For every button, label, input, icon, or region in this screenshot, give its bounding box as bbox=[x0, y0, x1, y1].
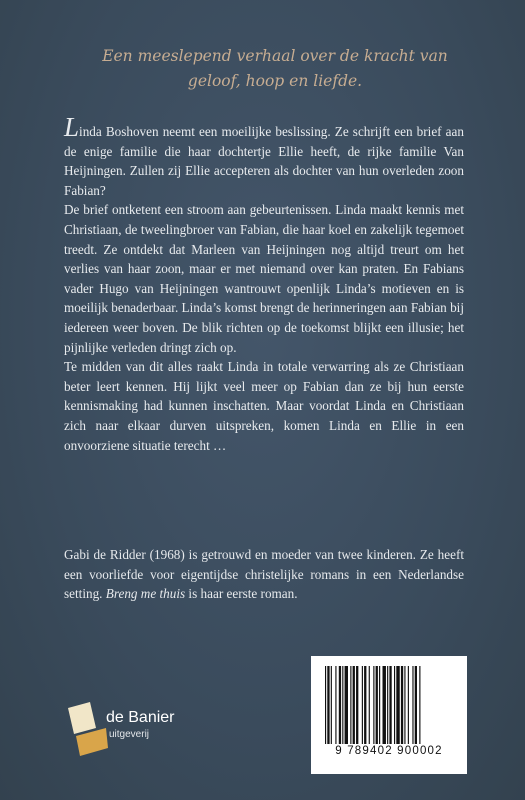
barcode-bar bbox=[353, 666, 355, 744]
barcode-bar bbox=[387, 666, 388, 744]
barcode-bar bbox=[396, 666, 399, 744]
barcode-bar bbox=[419, 666, 420, 744]
tagline-line-2: geloof, hoop en liefde. bbox=[187, 72, 363, 90]
publisher-logo bbox=[66, 700, 196, 760]
barcode-bar bbox=[342, 666, 343, 744]
publisher-logo-icon bbox=[66, 700, 110, 762]
blurb-paragraph-3: Te midden van dit alles raakt Linda in totale verwarring als ze Christiaan beter leert kennen. Hij lijkt veel meer op Fabian dan ze bij hun eerste kennismaking had kunnen inschatten. Maar voordat Linda en Christiaan zich naar elkaar durven uitspreken, komen Linda en Ellie in een onvoorziene situatie terecht … bbox=[64, 359, 464, 453]
blurb-paragraph-1 bbox=[64, 112, 464, 200]
barcode-bar bbox=[415, 666, 417, 744]
barcode-bar bbox=[369, 666, 370, 744]
drop-cap: L bbox=[64, 112, 80, 142]
barcode-bar bbox=[325, 666, 326, 744]
barcode bbox=[311, 656, 467, 774]
author-bio-text bbox=[64, 545, 464, 604]
book-title: Breng me thuis bbox=[105, 586, 186, 602]
barcode-bar bbox=[339, 666, 341, 744]
barcode-bar bbox=[327, 666, 329, 744]
author-bio-after: is haar eerste roman. bbox=[185, 586, 298, 602]
barcode-bar bbox=[373, 666, 374, 744]
blurb bbox=[64, 112, 464, 455]
barcode-bar bbox=[412, 666, 413, 744]
barcode-bar bbox=[394, 666, 395, 744]
barcode-bar bbox=[356, 666, 358, 744]
barcode-bar bbox=[350, 666, 351, 744]
barcode-bar bbox=[389, 666, 391, 744]
barcode-number: 9 789402 900002 bbox=[335, 745, 443, 757]
publisher-name: de Banier bbox=[106, 709, 175, 726]
barcode-bar bbox=[364, 666, 366, 744]
barcode-bar bbox=[383, 666, 386, 744]
barcode-bar bbox=[408, 666, 409, 744]
tagline-line-1: Een meeslepend verhaal over de kracht van bbox=[102, 47, 448, 65]
barcode-bar bbox=[335, 666, 336, 744]
barcode-bar bbox=[379, 666, 380, 744]
publisher-subtitle: uitgeverij bbox=[109, 729, 150, 740]
author-bio-before: Gabi de Ridder (1968) is getrouwd en moeder van twee kinderen. Ze heeft een voorliefde voor eigentijdse christelijke romans in een Nederlandse setting. bbox=[64, 547, 464, 602]
barcode-bar bbox=[401, 666, 403, 744]
tagline bbox=[90, 44, 460, 94]
author-bio bbox=[64, 545, 464, 604]
barcode-bar bbox=[345, 666, 348, 744]
barcode-bar bbox=[362, 666, 363, 744]
barcode-bars bbox=[321, 666, 457, 744]
barcode-bar bbox=[331, 666, 332, 744]
barcode-bar bbox=[376, 666, 378, 744]
barcode-bar bbox=[404, 666, 405, 744]
blurb-paragraph-2: De brief ontketent een stroom aan gebeurtenissen. Linda maakt kennis met Christiaan, de tweelingbroer van Fabian, die haar koel en zakelijk tegemoet treedt. Ze ontdekt dat Marleen van Heijningen nog altijd treurt om het verlies van haar zoon, maar er met niemand over kan praten. En Fabians vader Hugo van Heijningen wantrouwt openlijk Linda’s motieven en is moeilijk benaderbaar. Linda’s komst brengt de herinneringen aan Fabian bij iedereen weer boven. De blik richten op de toekomst blijkt een illusie; het pijnlijke verleden dringt zich op. bbox=[64, 202, 464, 355]
blurb-paragraph-1-text: inda Boshoven neemt een moeilijke beslissing. Ze schrijft een brief aan de enige familie die haar dochtertje Ellie heeft, de rijke familie Van Heijningen. Zullen zij Ellie accepteren als dochter van hun overleden zoon Fabian? bbox=[64, 124, 464, 198]
